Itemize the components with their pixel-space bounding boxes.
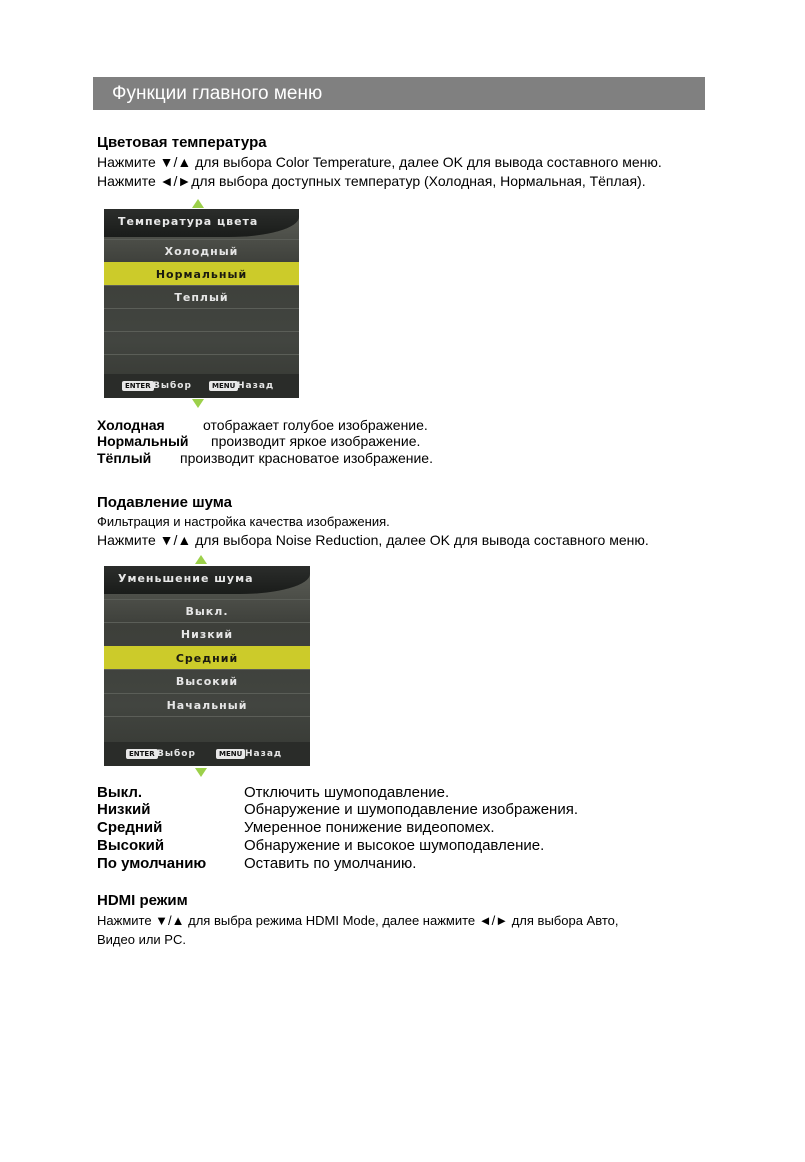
noise-osd-menu	[104, 566, 310, 766]
color-temp-instruction-2: Нажмите ◄/►для выбора доступных температур (Холодная, Нормальная, Тёплая).	[97, 173, 646, 189]
osd-footer	[104, 742, 310, 766]
term-cold: Холодная	[97, 417, 165, 433]
osd-item-medium[interactable]: Средний	[104, 646, 310, 670]
osd-title-bar	[104, 209, 299, 237]
select-hint: Выбор	[153, 381, 192, 391]
enter-key-icon: ENTER	[126, 749, 158, 759]
back-hint: Назад	[237, 381, 275, 391]
back-hint: Назад	[245, 749, 283, 759]
osd-footer	[104, 374, 299, 398]
term-medium: Средний	[97, 819, 163, 836]
page-title: Функции главного меню	[112, 83, 323, 104]
osd-empty-row	[104, 331, 299, 355]
osd-item-normal[interactable]: Нормальный	[104, 262, 299, 286]
hdmi-heading: HDMI режим	[97, 892, 188, 909]
term-high-desc: Обнаружение и высокое шумоподавление.	[244, 837, 545, 854]
term-high: Высокий	[97, 837, 165, 854]
osd-title: Уменьшение шума	[118, 572, 254, 585]
term-medium-desc: Умеренное понижение видеопомех.	[244, 819, 495, 836]
term-default: По умолчанию	[97, 855, 207, 872]
down-arrow-icon	[195, 768, 207, 777]
term-low-desc: Обнаружение и шумоподавление изображения.	[244, 801, 578, 818]
term-warm: Тёплый	[97, 450, 152, 466]
osd-title: Температура цвета	[118, 215, 259, 228]
color-temp-osd-menu	[104, 209, 299, 398]
down-arrow-icon	[192, 399, 204, 408]
osd-item-off[interactable]: Выкл.	[104, 599, 310, 623]
noise-heading: Подавление шума	[97, 494, 232, 511]
term-cold-desc: отображает голубое изображение.	[203, 417, 428, 433]
hdmi-instruction-2: Видео или PC.	[97, 932, 186, 947]
term-low: Низкий	[97, 801, 151, 818]
osd-empty-row	[104, 308, 299, 332]
term-normal-desc: производит яркое изображение.	[211, 433, 421, 449]
osd-item-warm[interactable]: Теплый	[104, 285, 299, 309]
term-warm-desc: производит красноватое изображение.	[180, 450, 433, 466]
up-arrow-icon	[195, 555, 207, 564]
up-arrow-icon	[192, 199, 204, 208]
menu-key-icon: MENU	[216, 749, 245, 759]
osd-item-default[interactable]: Начальный	[104, 693, 310, 717]
term-off: Выкл.	[97, 784, 143, 801]
osd-title-bar	[104, 566, 310, 594]
color-temp-instruction-1: Нажмите ▼/▲ для выбора Color Temperature, далее OK для вывода составного меню.	[97, 154, 662, 170]
color-temp-heading: Цветовая температура	[97, 134, 267, 151]
noise-description: Фильтрация и настройка качества изображения.	[97, 514, 390, 529]
term-default-desc: Оставить по умолчанию.	[244, 855, 417, 872]
osd-empty-row	[104, 716, 310, 740]
hdmi-instruction-1: Нажмите ▼/▲ для выбра режима HDMI Mode, далее нажмите ◄/► для выбора Авто,	[97, 913, 619, 928]
term-off-desc: Отключить шумоподавление.	[244, 784, 450, 801]
osd-item-high[interactable]: Высокий	[104, 669, 310, 693]
osd-item-cold[interactable]: Холодный	[104, 239, 299, 263]
menu-key-icon: MENU	[209, 381, 238, 391]
osd-item-low[interactable]: Низкий	[104, 622, 310, 646]
noise-instruction: Нажмите ▼/▲ для выбора Noise Reduction, далее OK для вывода составного меню.	[97, 532, 649, 548]
enter-key-icon: ENTER	[122, 381, 154, 391]
select-hint: Выбор	[157, 749, 196, 759]
term-normal: Нормальный	[97, 433, 189, 449]
